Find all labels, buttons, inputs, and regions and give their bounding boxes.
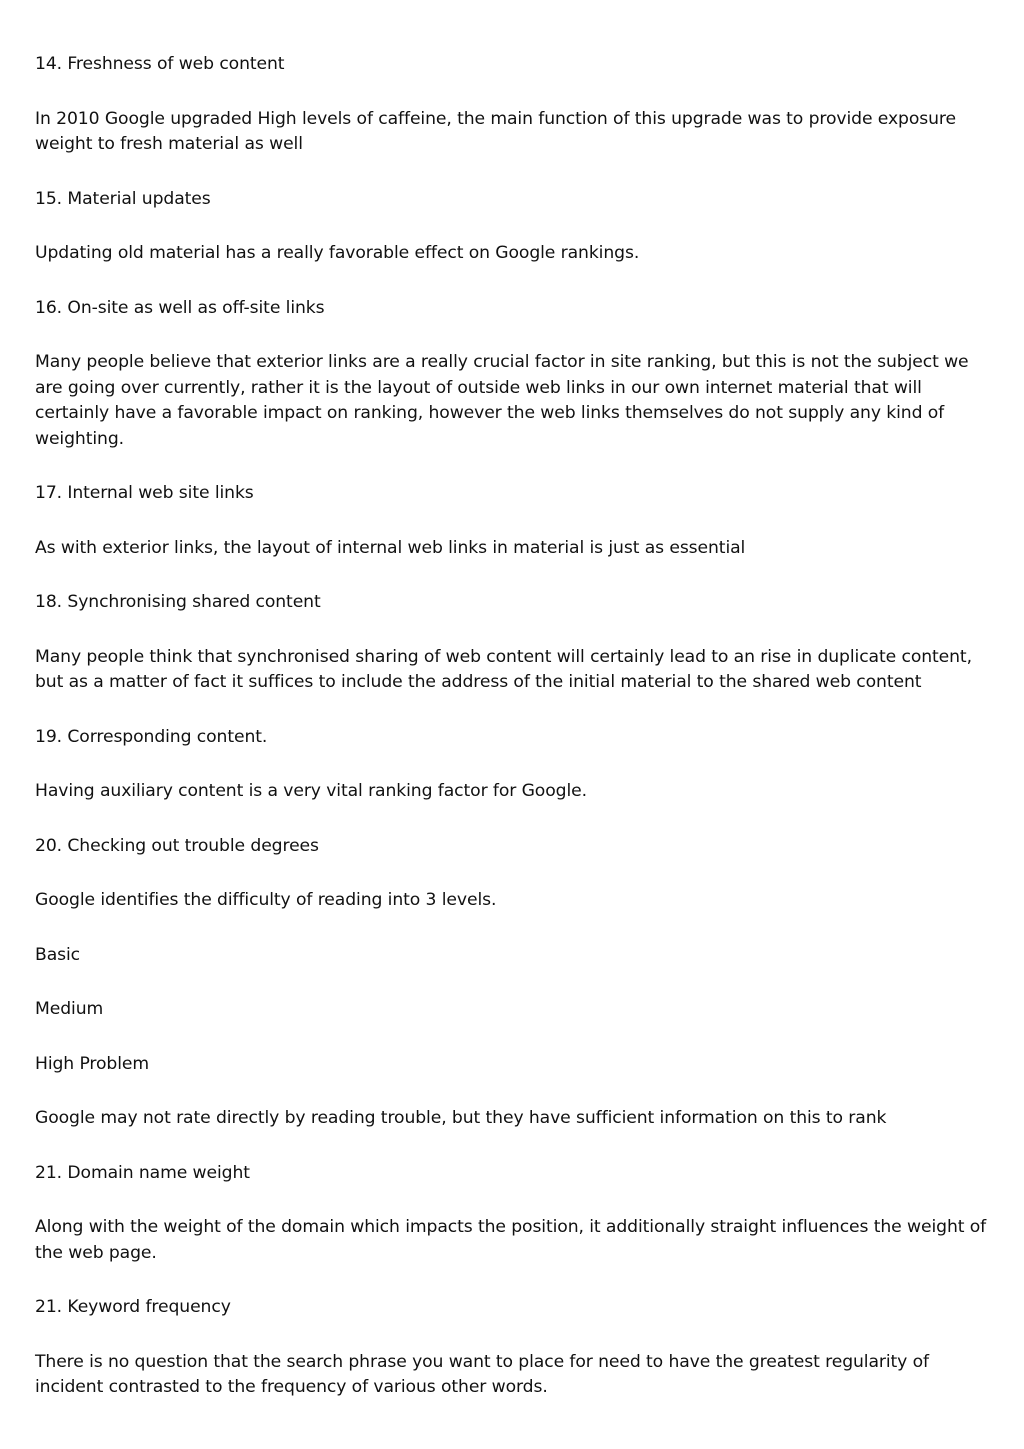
paragraph-synchronising-shared-content: Many people think that synchronised sharing of web content will certainly lead to an rise in duplicate content, but as a matter of fact it suffices to include the address of the initial material to the shared web content [35, 646, 972, 692]
heading-freshness: 14. Freshness of web content [35, 54, 285, 74]
heading-corresponding-content: 19. Corresponding content. [35, 726, 268, 747]
paragraph-internal-links: As with exterior links, the layout of internal web links in material is just as essential [35, 537, 746, 558]
heading-domain-weight: 21. Domain name weight [35, 1162, 250, 1183]
level-high-problem: High Problem [35, 1053, 150, 1074]
heading-internal-links: 17. Internal web site links [35, 483, 254, 503]
level-medium: Medium [35, 999, 104, 1019]
paragraph-freshness: In 2010 Google upgraded High levels of caffeine, the main function of this upgrade was to provide exposure weight to fresh material as well [35, 108, 956, 154]
heading-reading-difficulty: 20. Checking out trouble degrees [35, 835, 319, 856]
heading-keyword-frequency: 21. Keyword frequency [35, 1297, 231, 1317]
paragraph-domain-weight: Along with the weight of the domain which impacts the position, it additionally straight influences the weight of the web page. [35, 1217, 987, 1263]
paragraph-material-updates: Updating old material has a really favorable effect on Google rankings. [35, 243, 640, 263]
heading-onsite-offsite-links: 16. On-site as well as off-site links [35, 297, 325, 318]
heading-material-updates: 15. Material updates [35, 188, 211, 209]
paragraph-onsite-offsite-links: Many people believe that exterior links are a really crucial factor in site ranking, but this is not the subject we are going over currently, rather it is the layout of outside web links in our own internet material that will certainly have a favorable impact on ranking, however the web links themselves do not supply any kind of weighting. [35, 352, 969, 449]
heading-synchronising-shared-content: 18. Synchronising shared content [35, 592, 321, 612]
paragraph-corresponding-content: Having auxiliary content is a very vital ranking factor for Google. [35, 781, 587, 801]
level-basic: Basic [35, 944, 81, 965]
paragraph-keyword-frequency: There is no question that the search phrase you want to place for need to have the greatest regularity of incident contrasted to the frequency of various other words. [35, 1351, 929, 1397]
document-body [35, 52, 995, 1430]
paragraph-reading-difficulty: Google identifies the difficulty of reading into 3 levels. [35, 890, 497, 910]
paragraph-reading-trouble-rank: Google may not rate directly by reading trouble, but they have sufficient information on this to rank [35, 1108, 887, 1128]
